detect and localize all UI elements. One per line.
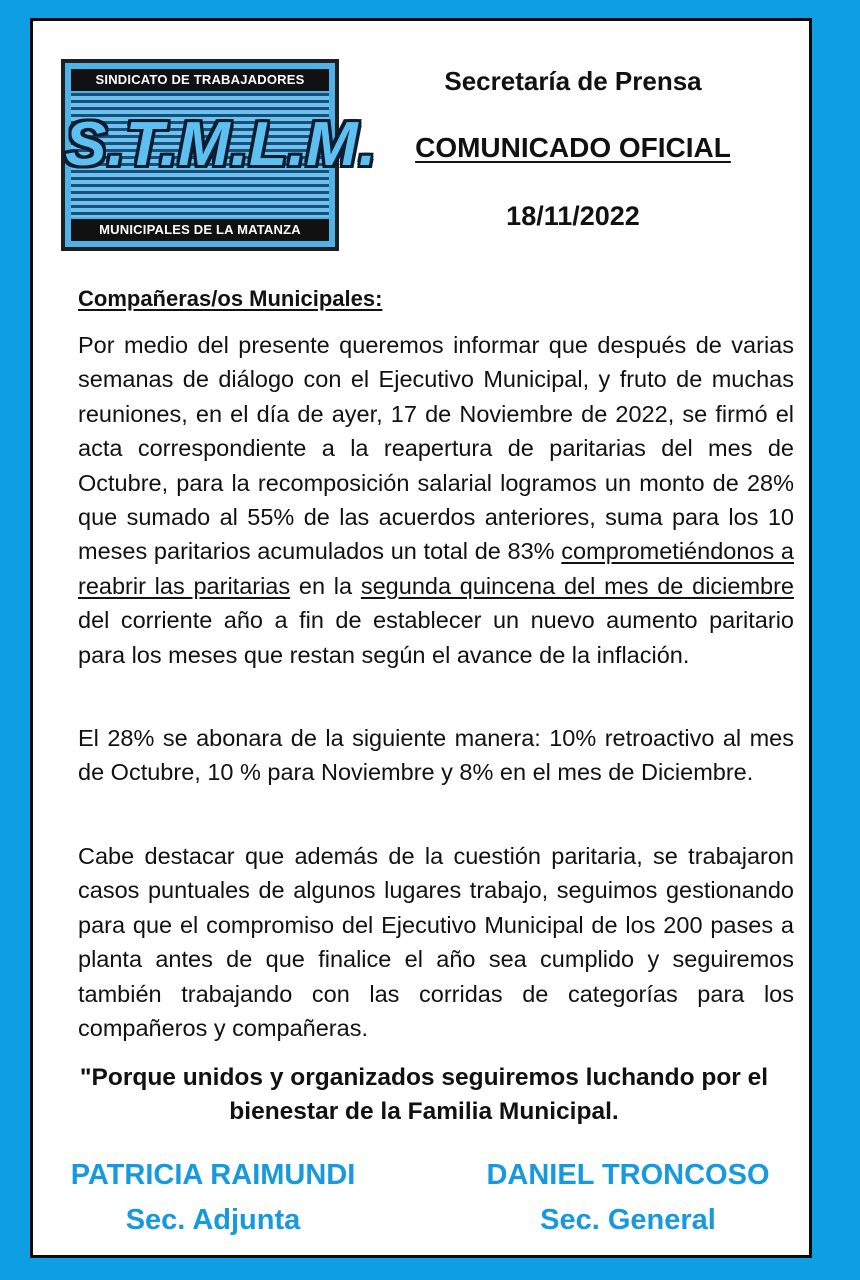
paragraph-1-part-b: en la (290, 572, 361, 599)
paragraph-2: El 28% se abonara de la siguiente manera: 10% retroactivo al mes de Octubre, 10 % para Noviembre y 8% en el mes de Diciembre. (78, 725, 794, 786)
logo-acronym: S.T.M.L.M. (65, 110, 377, 179)
union-logo (61, 59, 377, 251)
paragraph-1-underline-december: segunda quincena del mes de diciembre (360, 572, 794, 599)
signature-name-general: DANIEL TRONCOSO (486, 1159, 770, 1191)
signature-role-general: Sec. General (540, 1204, 716, 1236)
signature-name-adjunta: PATRICIA RAIMUNDI (70, 1159, 356, 1191)
paragraph-1-underline-reopen: comprometiéndonos a reabrir las paritarias (78, 538, 794, 599)
paragraph-1-part-a: Por medio del presente queremos informar que después de varias semanas de diálogo con el Ejecutivo Municipal, y fruto de muchas reuniones, en el día de ayer, 17 de Noviembre de 2022, se firmó el acta correspondiente a la reapertura de paritarias del mes de Octubre, para la recomposición salarial logramos un monto de 28% que sumado al 55% de las acuerdos anteriores, suma para los 10 meses paritarios acumulados un total de 83% (78, 332, 794, 565)
logo-bottom-text: MUNICIPALES DE LA MATANZA (71, 219, 329, 241)
communique-sheet (30, 18, 812, 1258)
document-title: COMUNICADO OFICIAL (415, 132, 731, 163)
paragraph-3: Cabe destacar que además de la cuestión paritaria, se trabajaron casos puntuales de algunos lugares trabajo, seguimos gestionando para que el compromiso del Ejecutivo Municipal de los 200 pases a planta antes de que finalice el año sea cumplido y seguiremos también trabajando con las corridas de categorías para los compañeros y compañeras. (78, 843, 794, 1042)
closing-quote: "Porque unidos y organizados seguiremos luchando por el bienestar de la Familia Municipal. (79, 1064, 769, 1125)
signature-role-adjunta: Sec. Adjunta (125, 1204, 301, 1236)
department-heading: Secretaría de Prensa (444, 66, 702, 96)
salutation: Compañeras/os Municipales: (78, 286, 383, 311)
paragraph-1 (78, 328, 794, 672)
union-logo-inner (65, 63, 377, 247)
document-date: 18/11/2022 (506, 201, 640, 231)
paragraph-1-part-c: del corriente año a fin de establecer un nuevo aumento paritario para los meses que restan según el avance de la inflación. (78, 607, 794, 668)
logo-top-text: SINDICATO DE TRABAJADORES (71, 69, 329, 91)
